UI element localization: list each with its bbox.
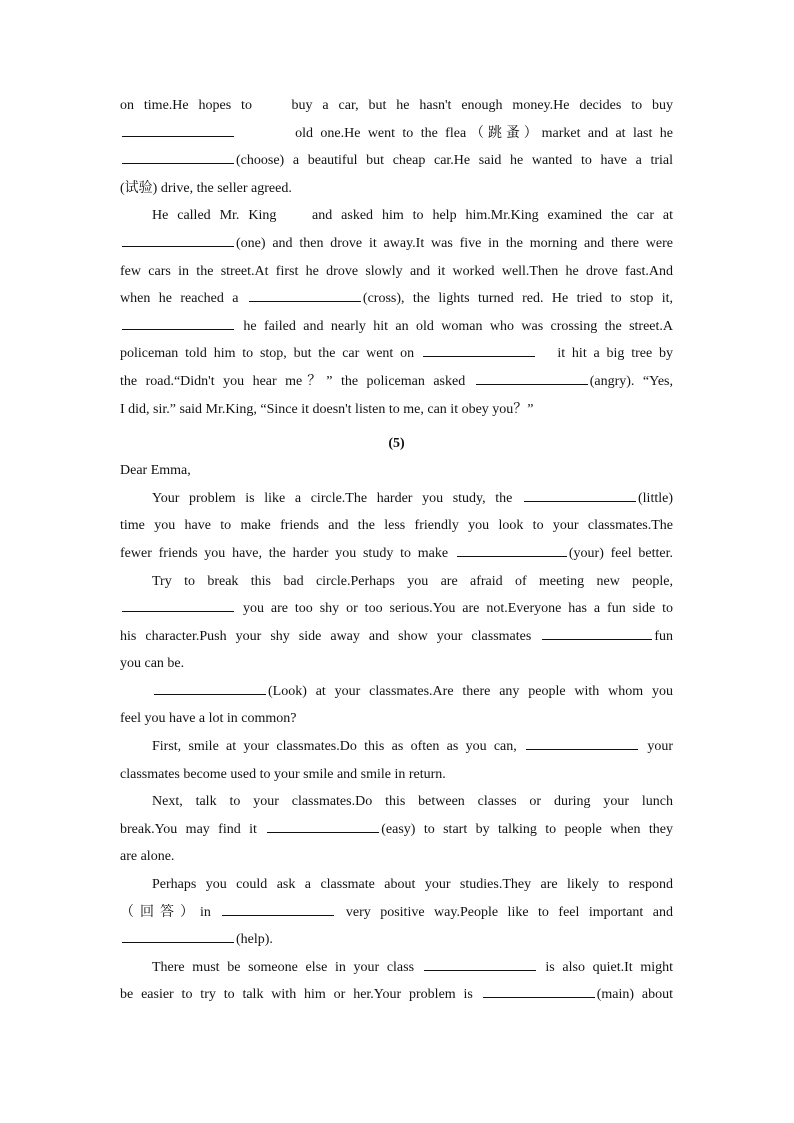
line <box>120 175 673 203</box>
text: He called Mr. King <box>152 208 277 224</box>
line <box>120 568 673 596</box>
line <box>120 202 673 230</box>
text: There must be someone else in your class <box>152 959 415 975</box>
line <box>120 396 673 424</box>
text: (main) about <box>596 987 674 1003</box>
text: Your problem is like a circle.The harder you study, the <box>152 490 513 506</box>
answer-blank[interactable] <box>122 124 234 137</box>
text: the road.“Didn't you hear me？” the policeman asked <box>120 373 466 389</box>
answer-blank[interactable] <box>542 627 652 640</box>
line <box>120 230 673 258</box>
text: fun <box>654 628 674 644</box>
text: it hit a big tree by <box>557 346 673 362</box>
text: your <box>647 739 674 755</box>
text: (one) and then drove it away.It was five in the morning and there were <box>236 235 673 251</box>
line <box>120 368 673 396</box>
text: his character.Push your shy side away and show your classmates <box>120 628 532 644</box>
line <box>120 147 673 175</box>
text: and asked him to help him.Mr.King examined the car at <box>312 208 673 224</box>
line <box>120 340 673 368</box>
section-heading: (5) <box>388 436 405 452</box>
text: he failed and nearly hit an old woman who was crossing the street.A <box>243 318 673 334</box>
text: I did, sir.” said Mr.King, “Since it doesn't listen to me, can it obey you？” <box>120 401 534 417</box>
text: (help). <box>236 932 273 948</box>
line <box>120 788 673 816</box>
line <box>120 285 673 313</box>
line <box>120 678 673 706</box>
text: old one.He went to the flea（跳蚤）market and at last he <box>295 125 673 141</box>
line <box>120 540 673 568</box>
line <box>120 120 673 148</box>
text: you are too shy or too serious.You are not.Everyone has a fun side to <box>242 601 674 617</box>
answer-blank[interactable] <box>122 151 234 164</box>
line <box>120 981 673 1009</box>
text: break.You may find it <box>120 821 257 837</box>
answer-blank[interactable] <box>122 599 234 612</box>
text: (试验) drive, the seller agreed. <box>120 180 292 196</box>
answer-blank[interactable] <box>122 317 234 330</box>
text: classmates become used to your smile and smile in return. <box>120 766 446 782</box>
answer-blank[interactable] <box>154 682 266 695</box>
line <box>120 258 673 286</box>
text: on time.He hopes to <box>120 98 252 113</box>
text: when he reached a <box>120 291 239 307</box>
line <box>120 595 673 623</box>
line <box>120 733 673 761</box>
line <box>120 313 673 341</box>
line <box>120 650 673 678</box>
text: Next, talk to your classmates.Do this between classes or during your lunch <box>152 794 673 810</box>
answer-blank[interactable] <box>526 737 638 750</box>
line <box>120 843 673 871</box>
line <box>120 899 673 927</box>
text: (little) <box>638 490 673 506</box>
text: buy a car, but he hasn't enough money.He decides to buy <box>291 98 673 113</box>
line <box>120 623 673 651</box>
text: （回答）in <box>120 904 211 920</box>
text: be easier to try to talk with him or her.Your problem is <box>120 987 473 1003</box>
answer-blank[interactable] <box>222 903 334 916</box>
text: feel you have a lot in common? <box>120 711 297 727</box>
answer-blank[interactable] <box>249 289 361 302</box>
line <box>120 761 673 789</box>
answer-blank[interactable] <box>457 544 567 557</box>
text: (angry). “Yes, <box>589 373 673 389</box>
text: (your) feel better. <box>568 545 673 561</box>
answer-blank[interactable] <box>483 985 595 998</box>
text: are alone. <box>120 849 175 865</box>
line <box>120 871 673 899</box>
text: (choose) a beautiful but cheap car.He said he wanted to have a trial <box>236 153 673 169</box>
answer-blank[interactable] <box>122 234 234 247</box>
text: very positive way.People like to feel important and <box>345 904 674 920</box>
answer-blank[interactable] <box>524 489 636 502</box>
text: time you have to make friends and the less friendly you look to your classmates.The <box>120 518 673 534</box>
text: (cross), the lights turned red. He tried to stop it, <box>362 291 673 307</box>
worksheet-page <box>120 92 673 1009</box>
line <box>120 705 673 733</box>
text: policeman told him to stop, but the car went on <box>120 346 415 362</box>
text: First, smile at your classmates.Do this as often as you can, <box>152 739 517 755</box>
answer-blank[interactable] <box>423 344 535 357</box>
line <box>120 485 673 513</box>
line <box>120 926 673 954</box>
line <box>120 954 673 982</box>
line <box>120 816 673 844</box>
text: Perhaps you could ask a classmate about your studies.They are likely to respond <box>152 877 673 893</box>
answer-blank[interactable] <box>267 820 379 833</box>
letter-greeting: Dear Emma, <box>120 463 191 479</box>
line <box>120 92 673 120</box>
text: few cars in the street.At first he drove slowly and it worked well.Then he drove fast.And <box>120 263 673 279</box>
text: you can be. <box>120 656 185 672</box>
line <box>120 512 673 540</box>
answer-blank[interactable] <box>122 930 234 943</box>
answer-blank[interactable] <box>424 958 536 971</box>
answer-blank[interactable] <box>476 372 588 385</box>
text: is also quiet.It might <box>545 959 673 975</box>
text: (Look) at your classmates.Are there any people with whom you <box>268 683 673 699</box>
text: fewer friends you have, the harder you study to make <box>120 545 449 561</box>
text: Try to break this bad circle.Perhaps you are afraid of meeting new people, <box>152 573 673 589</box>
text: (easy) to start by talking to people when they <box>381 821 674 837</box>
